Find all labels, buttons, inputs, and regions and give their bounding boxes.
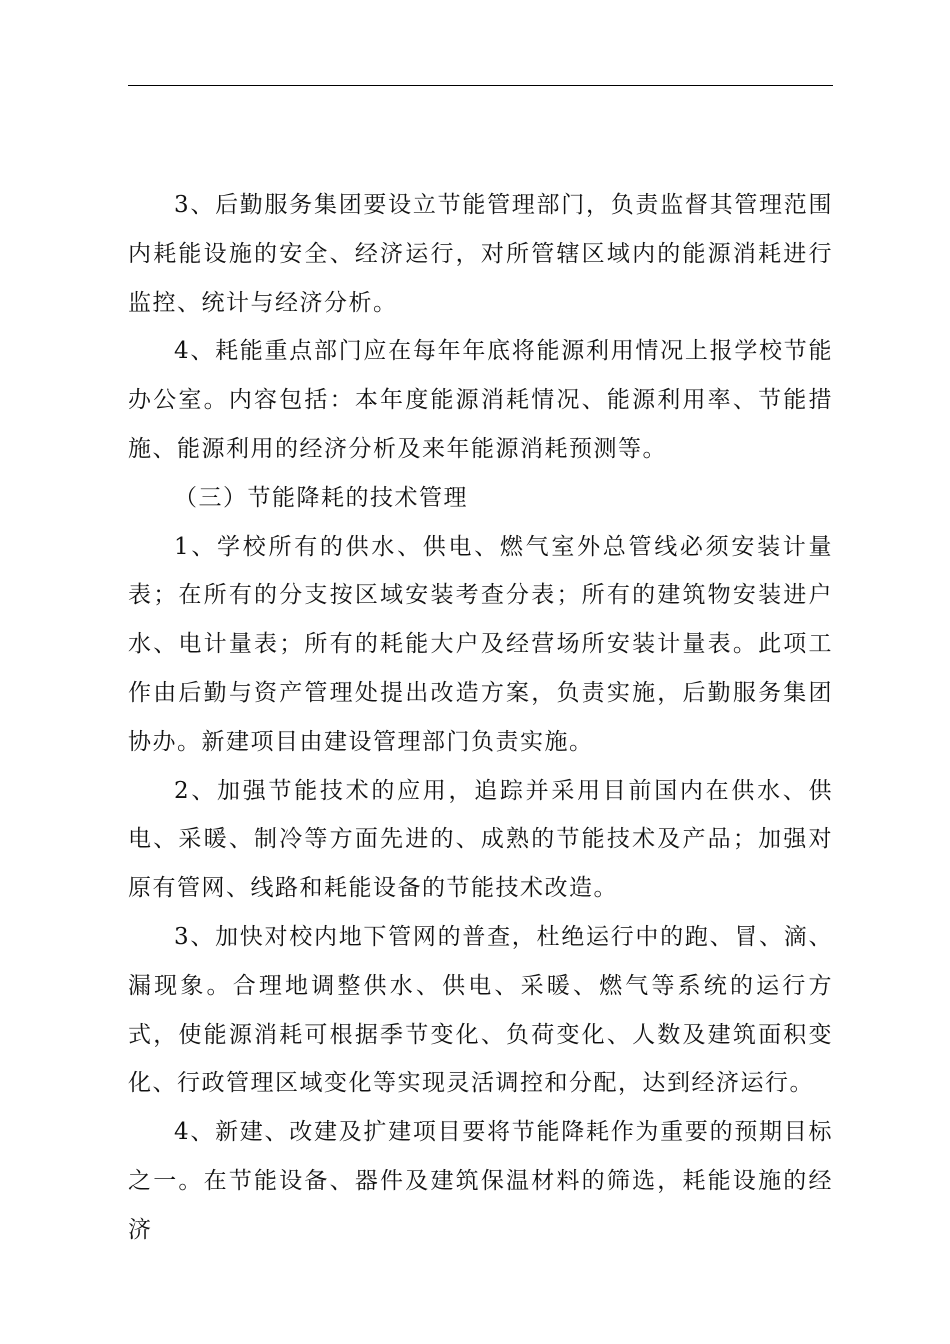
header-rule [128,85,833,86]
paragraph-pipe-network: 3、加快对校内地下管网的普查，杜绝运行中的跑、冒、滴、漏现象。合理地调整供水、供电、采暖、燃气等系统的运行方式，使能源消耗可根据季节变化、负荷变化、人数及建筑面积变化、行政管理区域变化等实现灵活调控和分配，达到经济运行。 [128,923,833,1097]
paragraph-new-projects: 4、新建、改建及扩建项目要将节能降耗作为重要的预期目标之一。在节能设备、器件及建筑保温材料的筛选，耗能设施的经济 [128,1119,833,1243]
document-body [128,181,833,1255]
paragraph-annual-report: 4、耗能重点部门应在每年年底将能源利用情况上报学校节能办公室。内容包括：本年度能源消耗情况、能源利用率、节能措施、能源利用的经济分析及来年能源消耗预测等。 [128,338,833,462]
paragraph-logistics-dept: 3、后勤服务集团要设立节能管理部门，负责监督其管理范围内耗能设施的安全、经济运行，对所管辖区域内的能源消耗进行监控、统计与经济分析。 [128,192,833,316]
paragraph-metering: 1、学校所有的供水、供电、燃气室外总管线必须安装计量表；在所有的分支按区域安装考查分表；所有的建筑物安装进户水、电计量表；所有的耗能大户及经营场所安装计量表。此项工作由后勤与资产管理处提出改造方案，负责实施，后勤服务集团协办。新建项目由建设管理部门负责实施。 [128,533,833,755]
paragraph-tech-application: 2、加强节能技术的应用，追踪并采用目前国内在供水、供电、采暖、制冷等方面先进的、成熟的节能技术及产品；加强对原有管网、线路和耗能设备的节能技术改造。 [128,777,833,902]
section-heading-technical-management: （三）节能降耗的技术管理 [174,484,468,511]
